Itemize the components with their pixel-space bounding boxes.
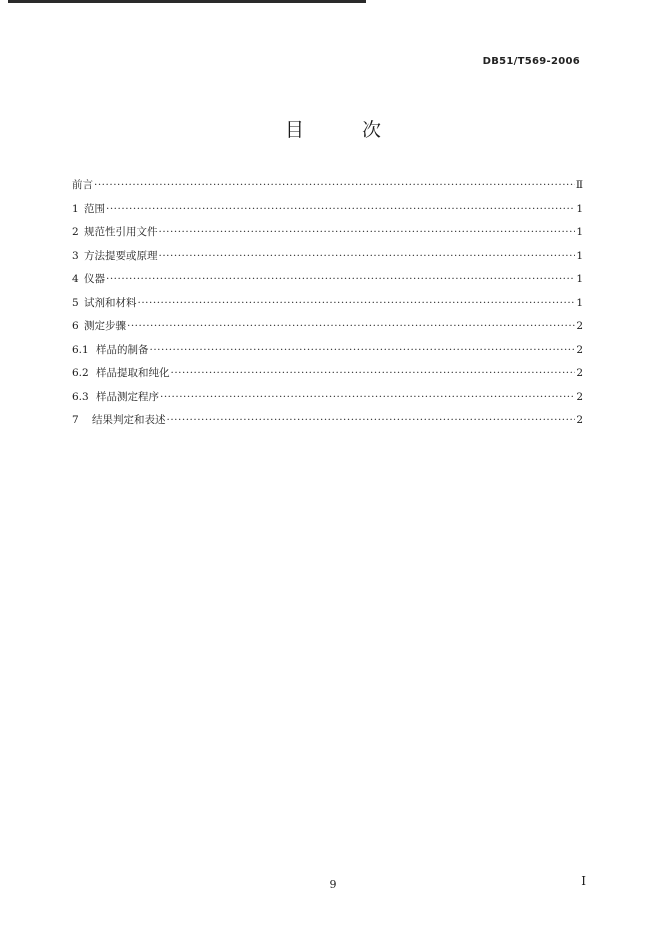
toc-entry-number: 2 (72, 226, 79, 238)
toc-entry-label: 规范性引用文件 (84, 226, 158, 238)
toc-entry-label: 方法提要或原理 (84, 249, 158, 262)
toc-entry-result-expression[interactable] (72, 409, 583, 433)
toc-entry-page: 1 (576, 296, 583, 309)
dot-leader (106, 268, 575, 292)
toc-entry-number: 6.2 (72, 367, 89, 379)
toc-entry-instruments[interactable] (72, 268, 583, 292)
dot-leader (150, 339, 576, 363)
toc-entry-page: Ⅱ (575, 179, 583, 191)
toc-entry-label: 结果判定和表述 (92, 414, 166, 426)
toc-entry-page: 1 (576, 202, 583, 215)
toc-entry-page: 1 (576, 226, 583, 238)
toc-entry-number: 5 (72, 296, 79, 309)
table-of-contents (72, 174, 583, 433)
toc-entry-page: 2 (576, 414, 583, 426)
dot-leader (160, 386, 575, 410)
toc-entry-number: 3 (72, 249, 79, 262)
dot-leader (94, 174, 575, 198)
toc-entry-label: 样品提取和纯化 (96, 367, 170, 379)
toc-entry-number: 6 (72, 320, 79, 332)
dot-leader (171, 362, 576, 386)
toc-entry-number: 4 (72, 273, 79, 285)
toc-entry-page: 1 (576, 249, 583, 262)
toc-entry-label: 样品测定程序 (96, 390, 159, 403)
toc-entry-number: 6.3 (72, 390, 89, 403)
dot-leader (159, 245, 576, 269)
toc-entry-number: 1 (72, 202, 79, 215)
toc-entry-page: 2 (576, 390, 583, 403)
toc-entry-method-principle[interactable] (72, 245, 583, 269)
toc-entry-page: 2 (576, 320, 583, 332)
toc-entry-sample-preparation[interactable] (72, 339, 583, 363)
dot-leader (167, 409, 576, 433)
toc-entry-measurement-procedure[interactable] (72, 386, 583, 410)
toc-entry-reagents[interactable] (72, 292, 583, 316)
toc-entry-scope[interactable] (72, 198, 583, 222)
toc-entry-label: 仪器 (84, 273, 105, 285)
toc-entry-page: 2 (576, 343, 583, 356)
toc-entry-label: 试剂和材料 (84, 296, 137, 309)
toc-entry-label: 范围 (84, 202, 105, 215)
page-number: 9 (329, 878, 337, 891)
toc-entry-number: 7 (72, 414, 79, 426)
dot-leader (106, 198, 575, 222)
toc-entry-normative-references[interactable] (72, 221, 583, 245)
dot-leader (159, 221, 576, 245)
document-code: DB51/T569-2006 (482, 56, 580, 67)
dot-leader (127, 315, 575, 339)
toc-entry-label: 前言 (72, 179, 93, 191)
dot-leader (138, 292, 576, 316)
top-border-rule (8, 0, 366, 3)
toc-entry-extraction-purification[interactable] (72, 362, 583, 386)
page-title: 目 次 (284, 119, 408, 141)
toc-entry-label: 样品的制备 (96, 343, 149, 356)
toc-entry-procedure[interactable] (72, 315, 583, 339)
roman-page-number: I (581, 874, 586, 888)
toc-entry-page: 1 (576, 273, 583, 285)
toc-entry-preface[interactable] (72, 174, 583, 198)
toc-entry-label: 测定步骤 (84, 320, 126, 332)
toc-entry-number: 6.1 (72, 343, 89, 356)
toc-entry-page: 2 (576, 367, 583, 379)
